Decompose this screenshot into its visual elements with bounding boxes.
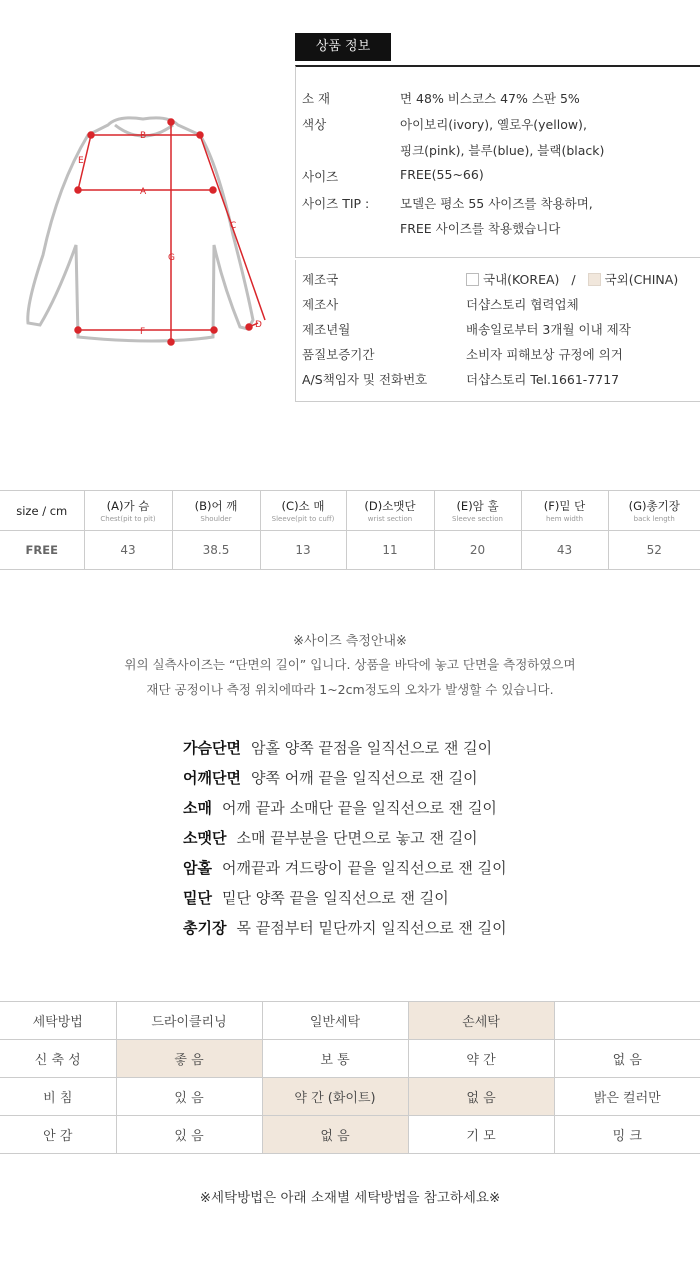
info-value: 핑크(pink), 블루(blue), 블랙(black) <box>400 143 605 158</box>
guide-text: 위의 실측사이즈는 “단면의 길이” 입니다. 상품을 바닥에 놓고 단면을 측정하였으며 <box>124 657 576 672</box>
guide-title: ※사이즈 측정안내※ <box>293 634 407 649</box>
care-cell: 있 음 <box>116 1078 262 1116</box>
guide-text: 재단 공정이나 측정 위치에따라 1~2cm정도의 오차가 발생할 수 있습니다. <box>146 682 554 697</box>
care-cell: 있 음 <box>116 1116 262 1154</box>
info-value: 모델은 평소 55 사이즈를 착용하며, <box>400 196 593 211</box>
care-cell: 드라이클리닝 <box>116 1002 262 1040</box>
info-value: FREE 사이즈를 착용했습니다 <box>400 221 561 236</box>
info-value: 소비자 피해보상 규정에 의거 <box>466 347 623 362</box>
care-row <box>0 1040 700 1078</box>
care-cell <box>554 1002 700 1040</box>
label-d: D <box>255 320 262 330</box>
size-value: 43 <box>521 531 608 570</box>
info-label: A/S책임자 및 전화번호 <box>302 372 428 387</box>
care-cell: 밝은 컬러만 <box>554 1078 700 1116</box>
origin-separator: / <box>571 272 576 287</box>
care-row <box>0 1002 700 1040</box>
care-cell: 기 모 <box>408 1116 554 1154</box>
care-table <box>0 1001 700 1154</box>
size-value: 43 <box>84 531 172 570</box>
size-value: 38.5 <box>172 531 260 570</box>
size-value: 11 <box>346 531 434 570</box>
care-row <box>0 1078 700 1116</box>
size-col: (A)가 슴 Chest(pit to pit) <box>84 491 172 531</box>
info-label: 품질보증기간 <box>302 347 375 362</box>
origin-korea: 국내(KOREA) <box>483 272 560 287</box>
definition-item: 총기장 목 끝점부터 밑단까지 일직선으로 잰 길이 <box>183 919 507 937</box>
size-col: (G)총기장 back length <box>608 491 700 531</box>
size-table-row <box>0 531 700 570</box>
info-value: 아이보리(ivory), 옐로우(yellow), <box>400 117 587 132</box>
size-col: (B)어 깨 Shoulder <box>172 491 260 531</box>
definition-item: 암홀 어깨끝과 겨드랑이 끝을 일직선으로 잰 길이 <box>183 859 507 877</box>
care-row <box>0 1116 700 1154</box>
care-row-label: 안 감 <box>0 1116 116 1154</box>
care-cell: 없 음 <box>262 1116 408 1154</box>
info-label: 제조사 <box>302 297 339 312</box>
definition-item: 소매 어깨 끝과 소매단 끝을 일직선으로 잰 길이 <box>183 799 497 817</box>
origin-label: 제조국 <box>302 272 339 287</box>
product-info-box <box>295 65 700 258</box>
care-row-label: 세탁방법 <box>0 1002 116 1040</box>
definition-item: 밑단 밑단 양쪽 끝을 일직선으로 잰 길이 <box>183 889 449 907</box>
size-col: (C)소 매 Sleeve(pit to cuff) <box>260 491 346 531</box>
size-value: 52 <box>608 531 700 570</box>
care-cell: 없 음 <box>554 1040 700 1078</box>
label-f: F <box>140 327 146 337</box>
info-value: 면 48% 비스코스 47% 스판 5% <box>400 91 580 106</box>
definition-item: 소맷단 소매 끝부분을 단면으로 놓고 잰 길이 <box>183 829 478 847</box>
label-e: E <box>78 156 84 166</box>
info-label: 사이즈 TIP : <box>302 196 370 211</box>
care-row-label: 신 축 성 <box>0 1040 116 1078</box>
care-cell: 없 음 <box>408 1078 554 1116</box>
label-g: G <box>168 253 175 263</box>
size-row-label: FREE <box>0 531 84 570</box>
info-label: 사이즈 <box>302 169 339 184</box>
info-value: 더샵스토리 협력업체 <box>466 297 579 312</box>
label-b: B <box>140 131 147 141</box>
care-cell: 밍 크 <box>554 1116 700 1154</box>
care-row-label: 비 침 <box>0 1078 116 1116</box>
label-c: C <box>230 221 237 231</box>
info-value: 더샵스토리 Tel.1661-7717 <box>466 372 620 387</box>
care-note: ※세탁방법은 아래 소재별 세탁방법을 참고하세요※ <box>199 1190 501 1206</box>
definition-item: 가슴단면 암홀 양쪽 끝점을 일직선으로 잰 길이 <box>183 739 493 757</box>
china-checkbox <box>588 273 601 286</box>
info-value: 배송일로부터 3개월 이내 제작 <box>466 322 631 337</box>
care-cell: 좋 음 <box>116 1040 262 1078</box>
info-label: 소 재 <box>302 91 331 106</box>
size-col: (F)밑 단 hem width <box>521 491 608 531</box>
care-cell: 일반세탁 <box>262 1002 408 1040</box>
info-label: 색상 <box>302 117 327 132</box>
measurement-definitions <box>183 737 507 947</box>
garment-measurement-diagram <box>18 105 288 350</box>
origin-options <box>466 270 678 288</box>
care-cell: 약 간 <box>408 1040 554 1078</box>
size-col: (D)소맷단 wrist section <box>346 491 434 531</box>
sweater-outline <box>28 118 253 341</box>
size-value: 13 <box>260 531 346 570</box>
care-cell: 약 간 (화이트) <box>262 1078 408 1116</box>
info-value: FREE(55~66) <box>400 167 484 182</box>
origin-china: 국외(CHINA) <box>604 272 679 287</box>
size-col: (E)암 홀 Sleeve section <box>434 491 521 531</box>
size-table-header <box>0 491 700 531</box>
manufacturer-info-box <box>295 260 700 402</box>
definition-item: 어깨단면 양쪽 어깨 끝을 일직선으로 잰 길이 <box>183 769 478 787</box>
care-cell: 손세탁 <box>408 1002 554 1040</box>
info-label: 제조년월 <box>302 322 351 337</box>
size-header-label: size / cm <box>0 491 84 531</box>
care-cell: 보 통 <box>262 1040 408 1078</box>
label-a: A <box>140 187 147 197</box>
product-info-title: 상품 정보 <box>295 33 391 61</box>
size-table <box>0 490 700 570</box>
size-value: 20 <box>434 531 521 570</box>
korea-checkbox <box>466 273 479 286</box>
